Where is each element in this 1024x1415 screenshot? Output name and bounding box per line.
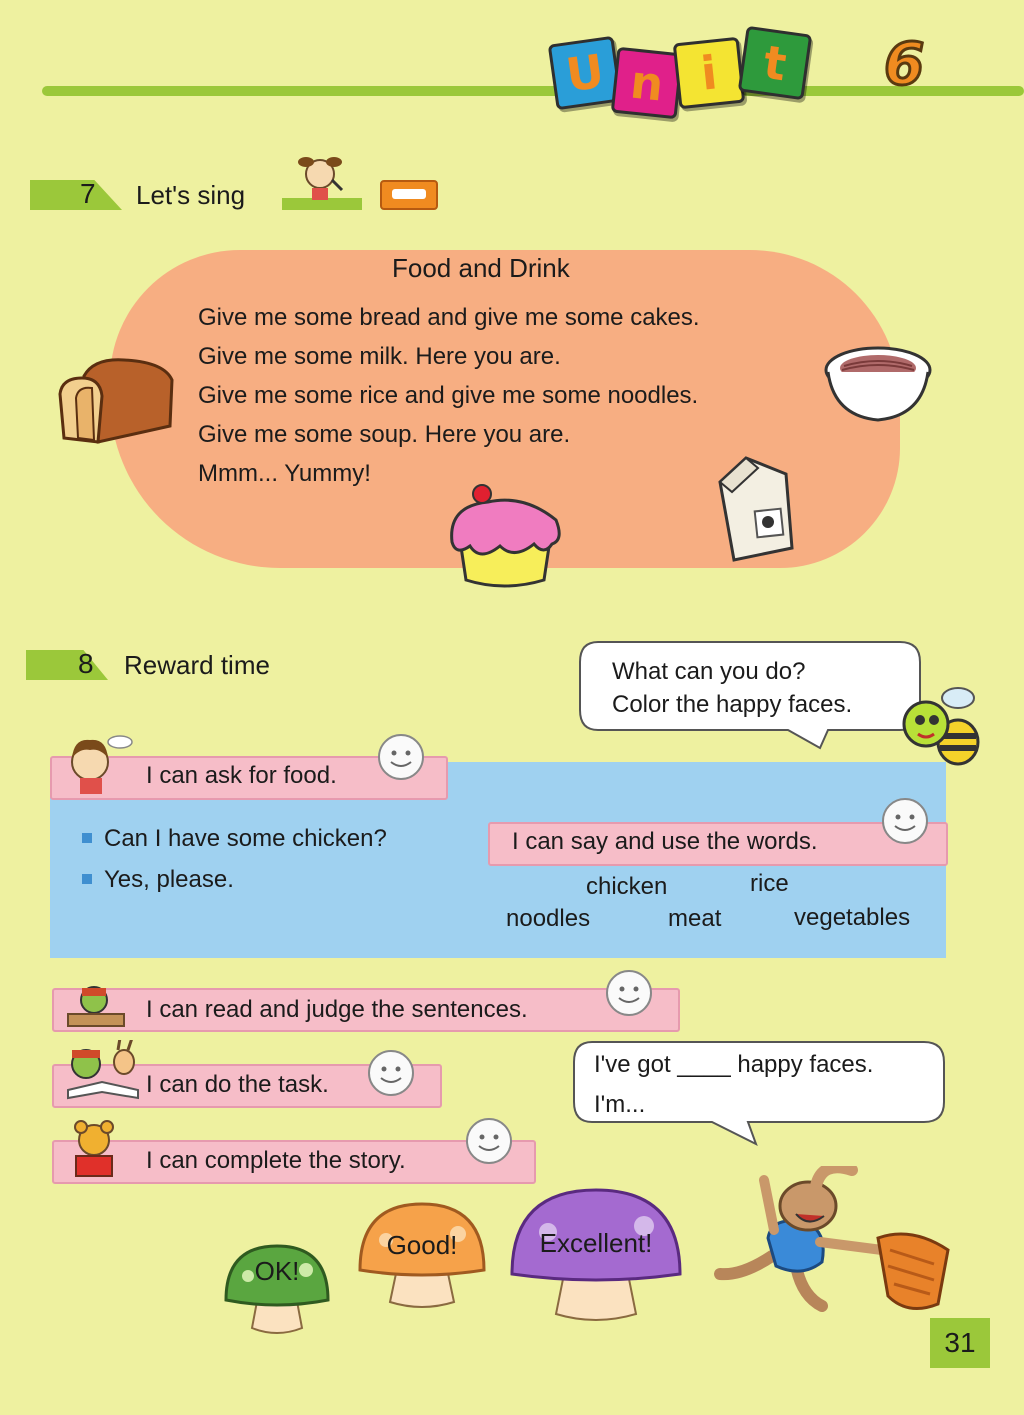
girl-avatar-icon	[64, 728, 134, 796]
song-line: Mmm... Yummy!	[198, 460, 371, 487]
kids-reading-icon	[62, 1040, 148, 1102]
example-question: Can I have some chicken?	[104, 825, 387, 852]
ask-food-label: I can ask for food.	[146, 762, 337, 789]
word-vegetables: vegetables	[794, 904, 911, 931]
example-answer: Yes, please.	[104, 866, 234, 893]
bread-icon	[54, 356, 184, 448]
unit-letter-tile: U	[548, 36, 623, 111]
say-words-label: I can say and use the words.	[512, 828, 818, 855]
happy-face-icon[interactable]	[882, 798, 928, 844]
section-8-title: Reward time	[124, 650, 270, 680]
unit-letter-tile: n	[611, 47, 684, 120]
word-noodles: noodles	[506, 905, 591, 932]
faces-bubble-line2: I'm...	[594, 1091, 646, 1118]
bee-bubble-line2: Color the happy faces.	[612, 691, 853, 718]
happy-face-icon[interactable]	[378, 734, 424, 780]
reading-boy-icon	[64, 984, 130, 1030]
header-rule	[42, 86, 1024, 96]
bullet-icon	[82, 874, 92, 884]
song-line: Give me some rice and give me some noodles.	[198, 382, 699, 409]
bee-bubble-line1: What can you do?	[612, 658, 806, 685]
ok-label: OK!	[254, 1256, 300, 1286]
excellent-label: Excellent!	[539, 1228, 653, 1258]
bear-reading-icon	[66, 1118, 122, 1180]
happy-face-icon[interactable]	[368, 1050, 414, 1096]
word-meat: meat	[668, 905, 722, 932]
happy-face-icon[interactable]	[606, 970, 652, 1016]
section-7-number: 7	[80, 178, 96, 209]
section-8-tab	[26, 650, 108, 680]
noodle-bowl-icon	[822, 340, 934, 424]
happy-face-icon[interactable]	[466, 1118, 512, 1164]
complete-story-label: I can complete the story.	[146, 1147, 406, 1174]
song-line: Give me some bread and give me some cakes.	[198, 304, 700, 331]
song-line: Give me some milk. Here you are.	[198, 343, 561, 370]
singing-girl-icon	[282, 150, 362, 212]
milk-carton-icon	[706, 452, 804, 564]
faces-bubble-line1: I've got ____ happy faces.	[594, 1051, 874, 1078]
rabbit-with-basket-icon	[712, 1166, 958, 1316]
do-task-label: I can do the task.	[146, 1071, 329, 1098]
ok-mushroom-icon	[222, 1240, 332, 1336]
read-judge-label: I can read and judge the sentences.	[146, 996, 528, 1023]
song-title: Food and Drink	[392, 253, 570, 283]
good-label: Good!	[386, 1230, 458, 1260]
unit-letter-tile: i	[673, 37, 746, 110]
section-8-number: 8	[78, 648, 94, 679]
page-number: 31	[930, 1318, 990, 1368]
cassette-icon	[380, 180, 438, 210]
unit-letter-tile: t	[738, 26, 813, 101]
word-rice: rice	[750, 870, 789, 897]
word-chicken: chicken	[586, 873, 668, 900]
bullet-icon	[82, 833, 92, 843]
song-line: Give me some soup. Here you are.	[198, 421, 571, 448]
unit-number: 6	[884, 30, 925, 98]
section-7-tab	[30, 180, 122, 210]
cupcake-icon	[444, 480, 566, 592]
section-7-title: Let's sing	[136, 180, 246, 210]
